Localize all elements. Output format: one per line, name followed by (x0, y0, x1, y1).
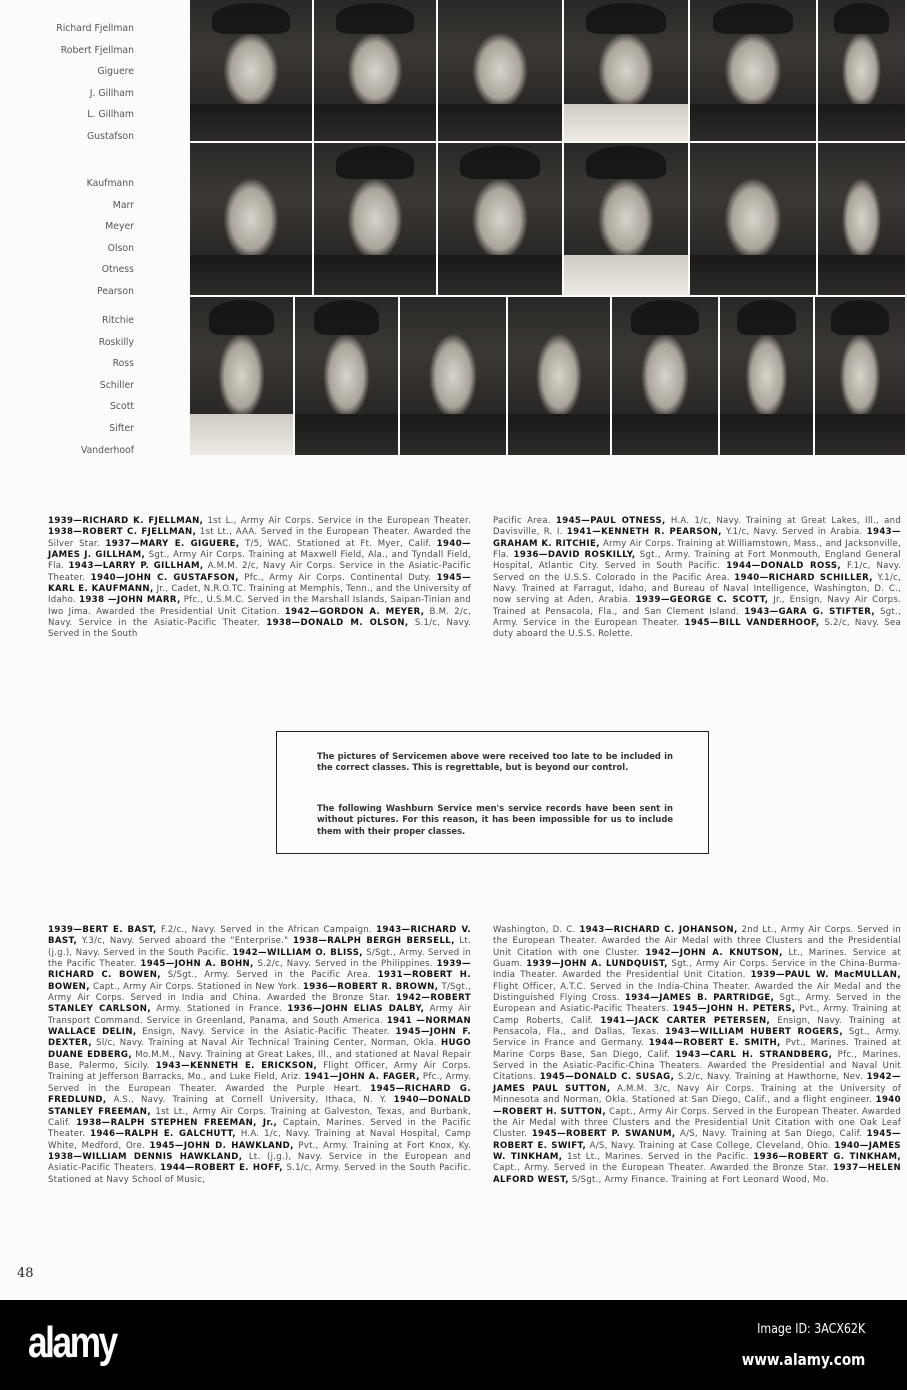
image-id: Image ID: 3ACX62K (756, 1322, 865, 1337)
record-text: 1st Lt., Marines. Served in the Pacific. (562, 1151, 754, 1162)
record-text: S.2/c, Navy. Sea duty aboard the U.S.S. Rolette. (493, 618, 901, 640)
photo-captions-row-1 (20, 18, 134, 148)
record-name: 1940—JAMES W. TINKHAM, (493, 1140, 901, 1162)
record-name: 1941 —NORMAN WALLACE DELIN, (48, 1015, 472, 1038)
record-name: 1940—DONALD STANLEY FREEMAN, (48, 1095, 471, 1117)
portrait-photo (438, 143, 564, 295)
record-text: A/S, Navy. Training at Case College, Cleveland, Ohio. (586, 1140, 835, 1151)
record-text: B.M. 2/c, Navy. Service in the Asiatic-Pacific Theater. (48, 606, 471, 629)
record-name: 1941—KENNETH R. PEARSON, (566, 527, 722, 538)
record-name: 1938—RALPH STEPHEN FREEMAN, Jr., (76, 1117, 278, 1128)
record-text: 1st Lt., Army Air Corps. Training at Galveston, Texas, and Burbank, Calif. (48, 1106, 471, 1128)
record-text: Jr., Ensign, Navy Air Corps. Trained at Pensacola, Fla., and San Clement Island. (493, 595, 901, 617)
record-name: 1944—ROBERT E. HOFF, (160, 1163, 283, 1174)
record-text: Capt., Army Air Corps. Served in the European Theater. Awarded the Air Medal with three Clusters and the Presidential Unit Citation with one Oak Leaf Cluster. (493, 1106, 901, 1140)
record-text: Pvt., Army. Training at Camp Roberts, Calif. (493, 1004, 901, 1026)
alamy-logo: alamy (28, 1318, 116, 1367)
record-name: 1937—HELEN ALFORD WEST, (493, 1163, 901, 1185)
record-name: 1938 —JOHN MARR, (79, 595, 181, 606)
record-name: 1943—CARL H. STRANDBERG, (675, 1049, 833, 1060)
record-text: T/Sgt., Army Air Corps. Served in India and China. Awarded the Bronze Star. (48, 981, 472, 1004)
record-text: Army Air Transport Command. Service in Greenland, Panama, and South America. (48, 1004, 472, 1026)
record-name: 1944—ROBERT E. SMITH, (648, 1038, 781, 1049)
record-name: 1942—GORDON A. MEYER, (284, 606, 425, 617)
caption: Ross (112, 358, 134, 370)
page-number: 48 (17, 1266, 34, 1281)
record-name: 1940—ROBERT H. SUTTON, (493, 1095, 901, 1117)
record-text: 1st L., Army Air Corps. Service in the European Theater. (203, 516, 472, 526)
record-name: 1943—LARRY P. GILLHAM, (68, 561, 204, 572)
photo-captions-row-3 (20, 310, 134, 461)
record-name: 1945—JOHN D. HAWKLAND, (149, 1140, 294, 1151)
record-text: Sl/c, Navy. Training at Naval Air Technical Training Center, Norman, Okla. (91, 1038, 442, 1049)
record-text: A.M.M. 3/c, Navy Air Corps. Training at the University of Minnesota and Norman, Okla. Stationed at San Diego, Calif., and a flight engineer. (493, 1083, 902, 1106)
record-name: 1936—DAVID ROSKILLY, (513, 550, 636, 561)
records-top-right (493, 516, 901, 641)
record-name: 1945—JOHN F. DEXTER, (48, 1027, 471, 1049)
record-text: 1st Lt., AAA. Served in the European Theater. Awarded the Silver Star. (48, 527, 471, 549)
record-text: T/5, WAC. Stationed at Ft. Myer, Calif. (239, 538, 437, 549)
record-text: A/S, Navy. Training at San Diego, Calif. (675, 1129, 867, 1140)
record-text: Mo.M.M., Navy. Training at Great Lakes, Ill., and stationed at Naval Repair Base, Palermo, Sicily. (48, 1049, 471, 1072)
portrait-photo (815, 297, 907, 455)
records-top-left (48, 516, 471, 641)
record-name: 1944—DONALD ROSS, (726, 561, 842, 572)
record-name: 1943—GRAHAM K. RITCHIE, (493, 527, 901, 549)
record-text: F.2/c., Navy. Served in the African Campaign. (156, 925, 377, 935)
record-name: 1942—JAMES PAUL SUTTON, (493, 1072, 901, 1094)
portrait-photo (438, 0, 564, 141)
record-text: Captain, Marines. Served in the Pacific Theater. (48, 1117, 472, 1140)
record-name: 1945—RICHARD G. FREDLUND, (48, 1083, 471, 1106)
portrait-photo (612, 297, 720, 455)
caption: Schiller (99, 379, 134, 391)
record-text: Lt. (j.g.), Navy. Served in the South Pacific. (48, 936, 471, 958)
records-bottom-left (48, 925, 471, 1186)
record-name: 1945—JOHN H. PETERS, (672, 1004, 796, 1015)
caption: Giguere (97, 66, 134, 78)
record-text: S/Sgt., Army. Served in the Pacific Theater. (48, 947, 472, 970)
portrait-photo (314, 0, 438, 141)
portrait-photo (564, 0, 690, 141)
portrait-photo (564, 143, 690, 295)
portrait-photo (818, 143, 907, 295)
record-text: Lt. (j.g.), Navy. Service in the European and Asiatic-Pacific Theaters. (48, 1151, 471, 1174)
portrait-photo (400, 297, 508, 455)
record-name: 1936—JOHN ELIAS DALBY, (287, 1004, 425, 1015)
photo-captions-row-2 (20, 173, 134, 303)
record-name: 1939—BERT E. BAST, (48, 925, 157, 935)
record-name: 1942—JOHN A. KNUTSON, (645, 947, 783, 958)
caption: Robert Fjellman (60, 44, 134, 56)
portrait-photo (190, 143, 314, 295)
record-name: 1941—JOHN A. FAGER, (304, 1072, 420, 1083)
record-text: Ensign, Navy. Training at Pensacola, Fla., and Dallas, Texas. (493, 1015, 901, 1038)
portrait-photo (690, 143, 818, 295)
watermark-banner (0, 1300, 907, 1390)
record-name: 1939—GEORGE C. SCOTT, (635, 595, 769, 606)
caption: Sifter (109, 422, 134, 434)
record-text: A.M.M. 2/c, Navy Air Corps. Service in the Asiatic-Pacific Theater. (48, 561, 471, 583)
record-text: S/Sgt., Army. Served in the Pacific Area. (160, 970, 378, 981)
caption: Otness (101, 264, 134, 276)
notice-paragraph: The following Washburn Service men's service records have been sent in without pictures. For this reason, it has been impossible for us to include them with their proper classes. (317, 803, 673, 836)
record-text: Pvt., Marines. Trained at Marine Corps Base, San Diego, Calif. (493, 1038, 901, 1060)
record-text: Jr., Cadet, N.R.O.TC. Training at Memphis, Tenn., and the University of Idaho. (48, 584, 471, 606)
record-name: 1943—KENNETH E. ERICKSON, (155, 1061, 318, 1072)
record-name: 1945—ROBERT E. SWIFT, (493, 1129, 901, 1151)
record-name: 1937—MARY E. GIGUERE, (105, 538, 240, 549)
record-text: Pfc., Army Air Corps. Continental Duty. (238, 572, 437, 583)
record-text: Y.1/c, Navy. Trained at Farragut, Idaho, and Bureau of Naval Intelligence, Washington, D. C., now serving at Aden, Arabia. (493, 572, 901, 606)
record-text: H.A. 1/c, Navy. Training at Naval Hospital, Camp White, Medford, Ore. (48, 1129, 472, 1151)
caption: Gustafson (87, 130, 134, 142)
record-text: Sgt., Army. Service in the European Theater. (493, 606, 901, 629)
record-name: 1945—BILL VANDERHOOF, (684, 618, 820, 629)
portrait-photo (314, 143, 438, 295)
record-text: Sgt., Army Air Corps. Service in the China-Burma-India Theater. Awarded the Presidential Unit Citation. (493, 959, 901, 981)
record-name: 1936—ROBERT R. BROWN, (302, 981, 439, 992)
record-text: Capt., Army Air Corps. Stationed in New York. (89, 981, 303, 992)
record-text: Ensign, Navy. Service in the Asiatic-Pacific Theater. (136, 1027, 396, 1038)
record-name: 1946—RALPH E. GALCHUTT, (90, 1129, 236, 1140)
portrait-photo (190, 0, 314, 141)
record-text: Pfc., Army. Served in the European Theater. Awarded the Purple Heart. (48, 1072, 471, 1094)
record-name: 1938—WILLIAM DENNIS HAWKLAND, (48, 1151, 243, 1162)
record-text: Lt., Marines. Service at Guam. (493, 947, 902, 970)
caption: Vanderhoof (80, 444, 134, 456)
record-name: 1943—WILLIAM HUBERT ROGERS, (665, 1027, 843, 1038)
record-name: 1934—JAMES B. PARTRIDGE, (624, 993, 775, 1004)
record-text: Y.1/c, Navy. Served in Arabia. (721, 527, 867, 538)
record-name: 1936—ROBERT G. TINKHAM, (753, 1151, 901, 1162)
record-name: 1943—RICHARD V. BAST, (48, 925, 471, 947)
caption: Scott (110, 401, 134, 413)
record-name: 1940—JOHN C. GUSTAFSON, (90, 572, 239, 583)
record-text: Sgt., Army. Training at Fort Monmouth, England General Hospital, Atlantic City. Served in South Pacific. (493, 550, 901, 572)
record-name: 1945—PAUL OTNESS, (555, 516, 666, 526)
record-text: F.1/c, Navy. Served on the U.S.S. Colorado in the Pacific Area. (493, 561, 901, 583)
record-text: A.S., Navy. Training at Cornell University, Ithaca, N. Y. (106, 1095, 394, 1106)
record-name: 1938—RALPH BERGH BERSELL, (292, 936, 455, 947)
record-text: Washington, D. C. (493, 925, 580, 935)
record-name: 1939—RICHARD C. BOWEN, (48, 959, 471, 981)
caption: Richard Fjellman (56, 23, 134, 34)
record-text: S.2/c, Navy. Training at Hawthorne, Nev. (674, 1072, 867, 1083)
record-name: 1939—RICHARD K. FJELLMAN, (48, 516, 204, 526)
record-text: Army Air Corps. Training at Williamstown, Mass., and Jacksonville, Fla. (493, 538, 901, 561)
record-text: Pfc., U.S.M.C. Served in the Marshall Islands, Saipan-Tinian and Iwo Jima. Awarded the Presidential Unit Citation. (48, 595, 471, 617)
caption: Pearson (97, 285, 134, 297)
record-text: 2nd Lt., Army Air Corps. Served in the European Theater. Awarded the Air Medal with three Clusters and the Presidential Unit Citation with one Cluster. (493, 925, 901, 958)
record-name: 1938—DONALD M. OLSON, (266, 618, 409, 629)
caption: Kaufmann (86, 178, 134, 189)
record-text: S.2/c, Navy. Served in the Philippines. (253, 959, 437, 970)
record-name: 1938—ROBERT C. FJELLMAN, (48, 527, 197, 538)
caption: Meyer (105, 221, 134, 233)
caption: Marr (112, 199, 134, 211)
record-text: Pfc., Marines. Served in the Asiatic-Pacific-China Theaters. Awarded the Presidential and Naval Unit Citations. (493, 1049, 901, 1083)
record-name: 1945—ROBERT P. SWANUM, (531, 1129, 676, 1140)
record-text: S/Sgt., Army Finance. Training at Fort Leonard Wood, Mo. (568, 1174, 829, 1185)
record-name: 1940—JAMES J. GILLHAM, (48, 538, 471, 561)
caption: Ritchie (102, 315, 134, 326)
record-text: Capt., Army. Served in the European Theater. Awarded the Bronze Star. (493, 1163, 834, 1174)
record-text: Army. Stationed in France. (151, 1004, 288, 1015)
portrait-photo (508, 297, 612, 455)
record-name: 1940—RICHARD SCHILLER, (734, 572, 873, 583)
record-text: Flight Officer, A.T.C. Served in the India-China Theater. Awarded the Air Medal and the Distinguished Flying Cross. (493, 981, 901, 1004)
record-text: H.A. 1/c, Navy. Training at Great Lakes, Ill., and Davisville, R. I. (493, 516, 902, 538)
records-bottom-right (493, 925, 901, 1186)
caption: Olson (107, 242, 134, 254)
record-text: Sgt., Army. Service in France and Germany. (493, 1027, 901, 1049)
record-name: HUGO DUANE EDBERG, (48, 1038, 471, 1060)
record-name: 1943—RICHARD C. JOHANSON, (579, 925, 738, 935)
record-name: 1945—KARL E. KAUFMANN, (48, 572, 471, 595)
record-text: S.1/c, Navy. Served in the South (48, 618, 471, 640)
record-text: Flight Officer, Army Air Corps. Training at Jefferson Barracks, Mo., and Luke Field, Ariz. (48, 1061, 472, 1083)
record-name: 1945—DONALD C. SUSAG, (539, 1072, 675, 1083)
notice-paragraph: The pictures of Servicemen above were received too late to be included in the correct classes. This is regrettable, but is beyond our control. (317, 751, 673, 773)
caption: Roskilly (98, 336, 134, 348)
record-text: Pacific Area. (493, 516, 556, 526)
record-name: 1943—GARA G. STIFTER, (744, 606, 875, 617)
record-text: Sgt., Army Air Corps. Training at Maxwell Field, Ala., and Tyndall Field, Fla. (48, 550, 471, 572)
portrait-photo (295, 297, 400, 455)
record-name: 1939—JOHN A. LUNDQUIST, (526, 959, 668, 970)
record-name: 1942—ROBERT STANLEY CARLSON, (48, 993, 471, 1015)
record-name: 1941—JACK CARTER PETERSEN, (600, 1015, 771, 1026)
portrait-photo (720, 297, 815, 455)
record-name: 1939—PAUL W. MacMULLAN, (750, 970, 901, 981)
record-name: 1931—ROBERT H. BOWEN, (48, 970, 472, 992)
caption: L. Gillham (87, 109, 134, 121)
portrait-photo (190, 297, 295, 455)
record-name: 1942—WILLIAM O. BLISS, (232, 947, 363, 958)
portrait-photo (818, 0, 907, 141)
record-text: Sgt., Army. Served in the European and Asiatic-Pacific Theaters. (493, 993, 901, 1015)
record-text: S.1/c, Army. Served in the South Pacific. Stationed at Navy School of Music, (48, 1163, 471, 1185)
record-text: Y.3/c, Navy. Served aboard the "Enterprise." (77, 936, 293, 947)
caption: J. Gillham (89, 87, 134, 99)
notice-box (276, 731, 709, 854)
record-name: 1945—JOHN A. BOHN, (140, 959, 254, 970)
portrait-photo (690, 0, 818, 141)
record-text: Pvt., Army. Training at Fort Knox, Ky. (293, 1140, 471, 1151)
site-url: www.alamy.com (741, 1350, 865, 1369)
